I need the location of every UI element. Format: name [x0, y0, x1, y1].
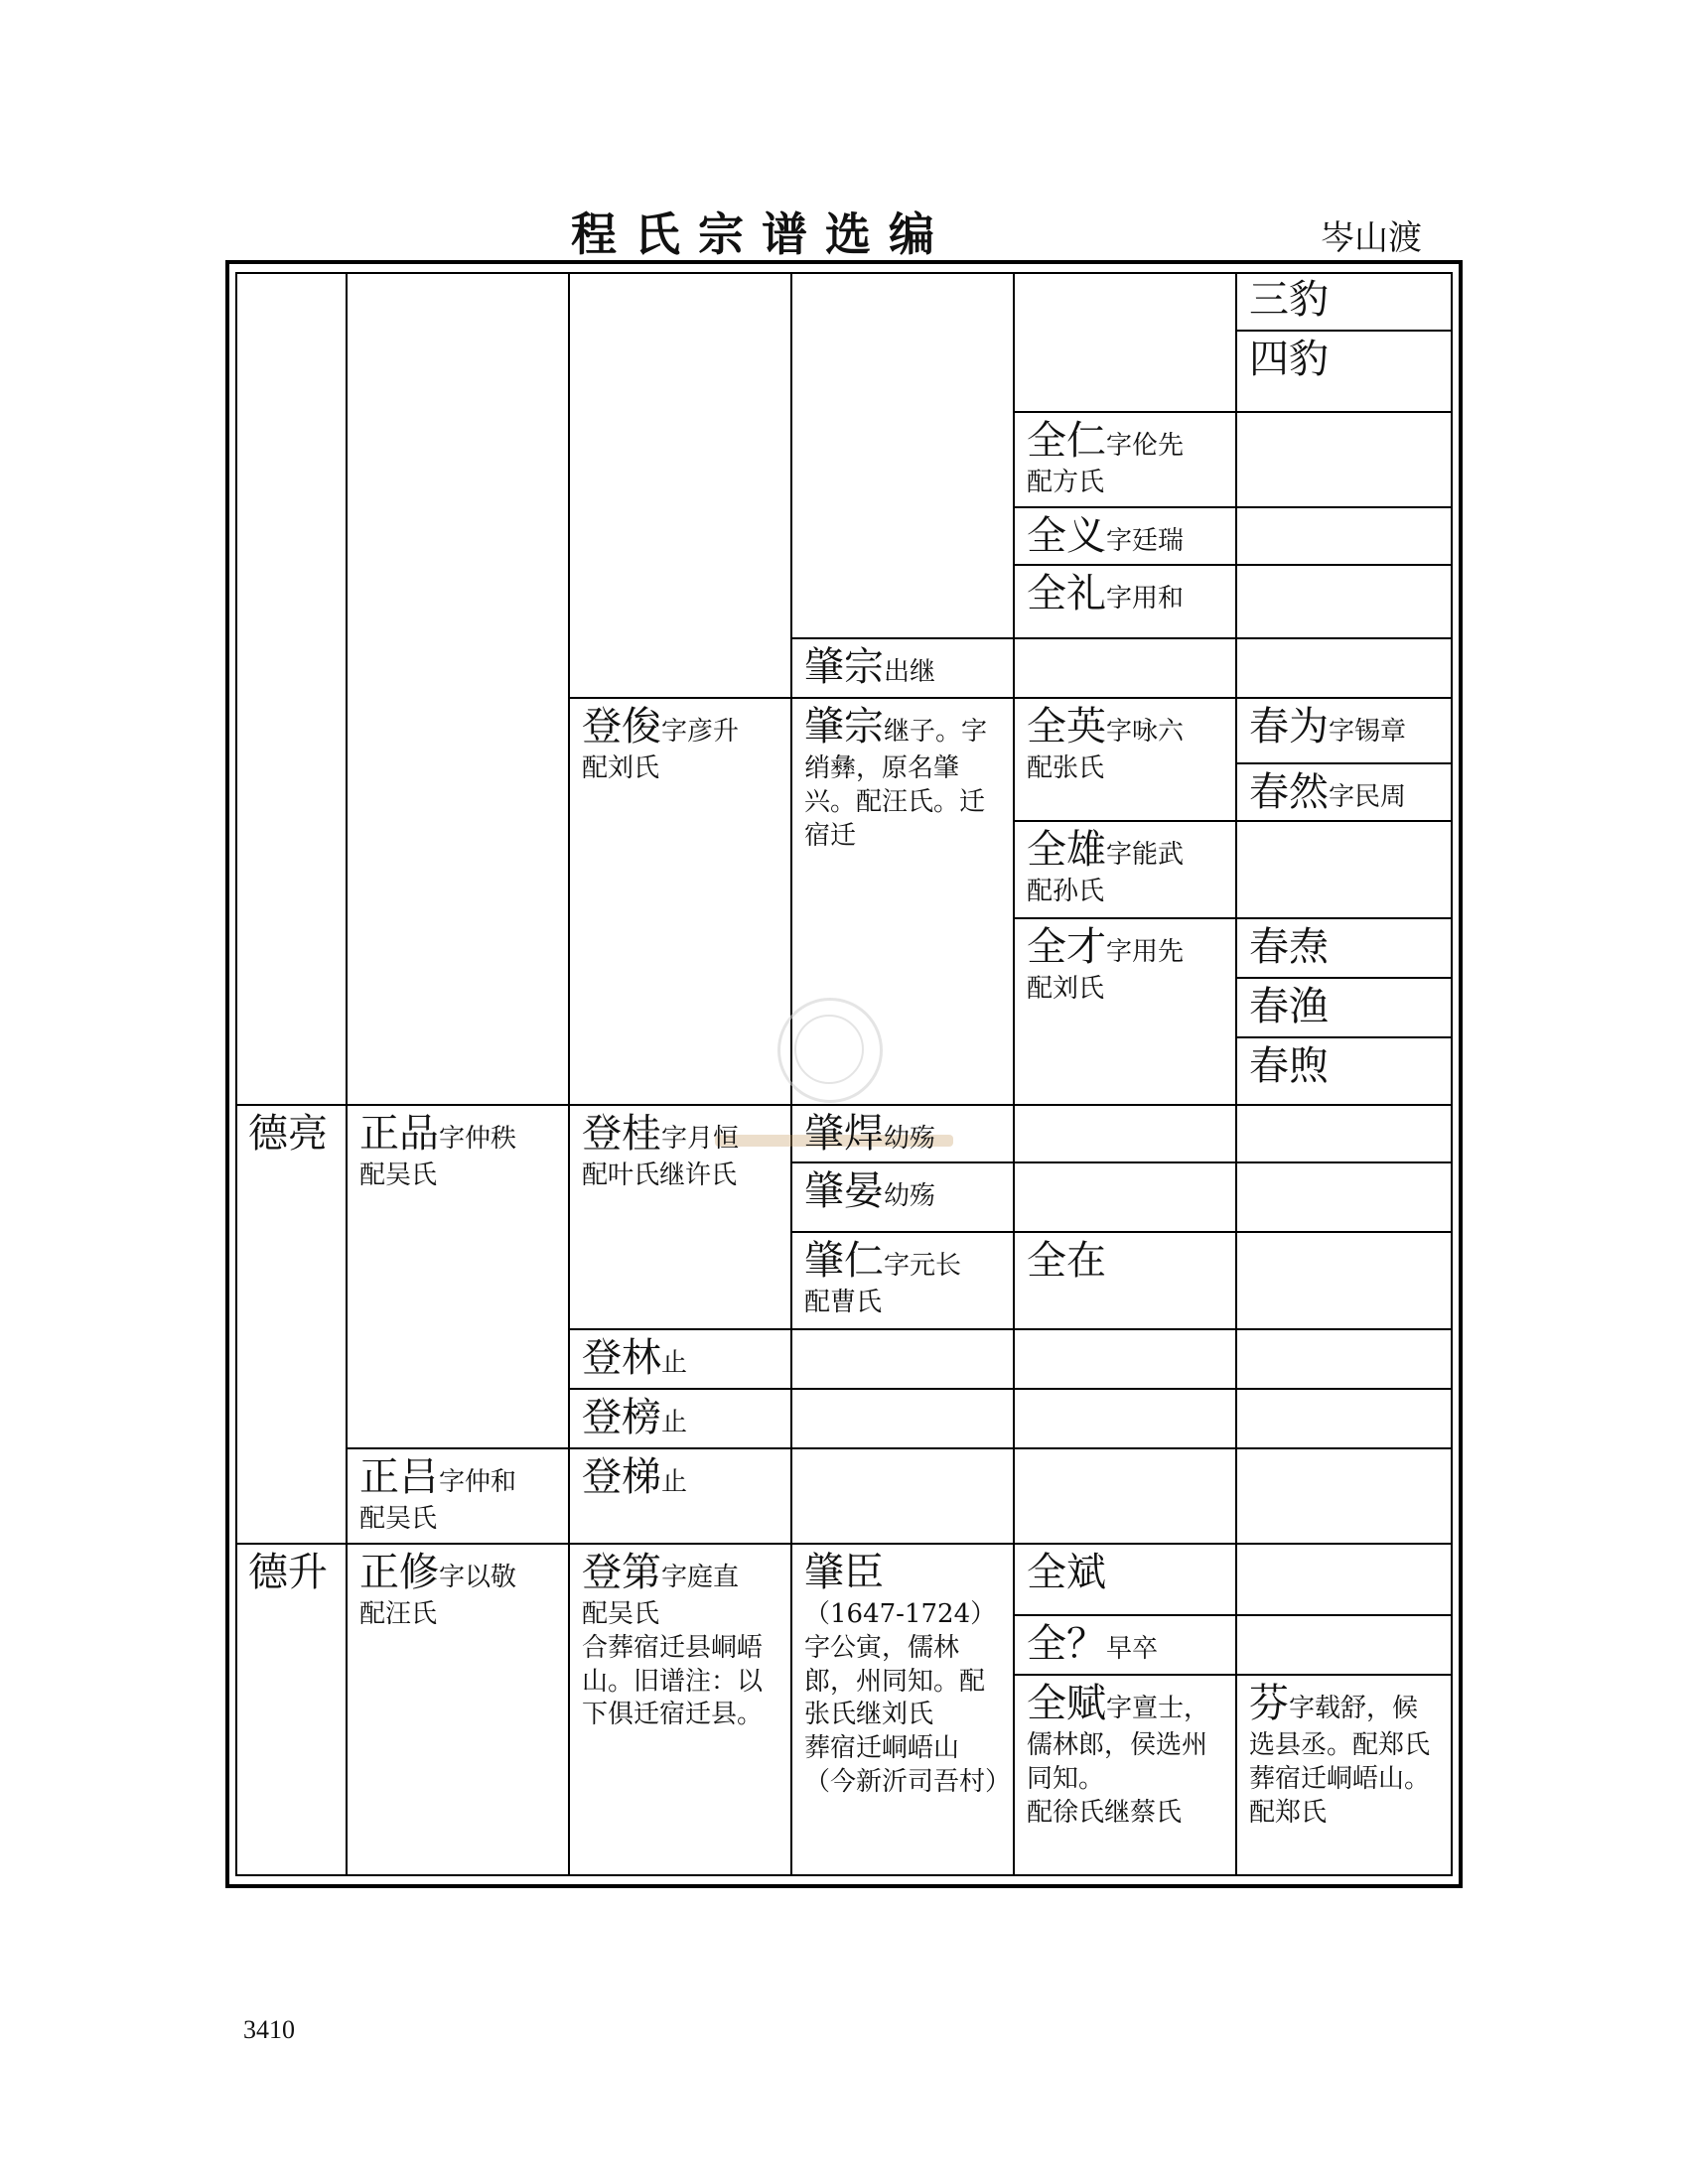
- person-zhengpin: [359, 1108, 516, 1193]
- person-name: 登梯: [582, 1454, 661, 1500]
- person-name: 全在: [1027, 1238, 1106, 1284]
- person-spouse: 配吴氏: [359, 1160, 438, 1190]
- row-line: [568, 1447, 790, 1449]
- person-dates: （1647-1724）: [804, 1599, 997, 1629]
- person-name: 肇宗: [804, 704, 884, 750]
- row-line: [1013, 506, 1235, 508]
- person-note: 字民周: [1329, 782, 1407, 812]
- row-line: [1235, 637, 1453, 639]
- person-name: 春焘: [1249, 924, 1329, 970]
- person-quanxiong: [1027, 824, 1184, 909]
- row-line: [1235, 1036, 1453, 1038]
- person-spouse: 配刘氏: [582, 753, 660, 783]
- row-line: [1013, 1328, 1235, 1330]
- person-desheng: [248, 1547, 328, 1598]
- person-quanzai: [1027, 1235, 1106, 1287]
- person-denglin: [582, 1332, 687, 1384]
- seal-stamp-icon: [777, 998, 883, 1103]
- person-name: 正吕: [359, 1454, 439, 1500]
- person-name: 全才: [1027, 924, 1106, 970]
- person-spouse: 配张氏: [1027, 753, 1105, 783]
- person-detail: 儒林郎，侯选州同知。: [1027, 1730, 1208, 1794]
- person-detail: 合葬宿迁县峒峿山。旧谱注：以下俱迁宿迁县。: [582, 1632, 764, 1730]
- row-line: [568, 1104, 790, 1106]
- row-line: [1235, 1104, 1453, 1106]
- row-line: [1235, 1328, 1453, 1330]
- person-quanyi: [1027, 510, 1184, 562]
- person-fen: [1249, 1678, 1444, 1830]
- row-line: [1235, 1614, 1453, 1616]
- person-note: 出继: [884, 657, 936, 687]
- person-sibao: [1249, 334, 1329, 385]
- person-zhenglv: [359, 1451, 516, 1537]
- person-name: 肇仁: [804, 1238, 884, 1284]
- row-line: [1235, 917, 1453, 919]
- row-line: [1013, 564, 1235, 566]
- row-line: [1013, 1161, 1235, 1163]
- person-detail: 字公寅，儒林郎，州同知。配张氏继刘氏: [804, 1632, 986, 1730]
- row-line: [790, 1388, 1013, 1390]
- row-line: [1013, 917, 1235, 919]
- row-line: [1235, 1447, 1453, 1449]
- person-note: 止: [661, 1467, 688, 1497]
- person-name: 全义: [1027, 513, 1106, 559]
- row-line: [790, 637, 1013, 639]
- person-note: 继子。字: [884, 717, 988, 747]
- person-zhengxiu: [359, 1547, 516, 1632]
- person-note: 字伦先: [1106, 431, 1185, 461]
- person-note: 字仲秩: [439, 1124, 517, 1154]
- row-line: [1235, 1231, 1453, 1233]
- person-name: 登林: [582, 1335, 661, 1381]
- person-name: 全？: [1027, 1621, 1106, 1667]
- row-line: [790, 697, 1013, 699]
- row-line: [1235, 1543, 1453, 1545]
- row-line: [346, 1104, 568, 1106]
- row-line: [568, 1543, 790, 1545]
- person-chunran: [1249, 766, 1406, 818]
- person-note: 字元长: [884, 1251, 962, 1281]
- row-line: [1013, 637, 1235, 639]
- row-line: [1013, 1447, 1235, 1449]
- person-note: 字以敬: [439, 1563, 517, 1592]
- person-quanying: [1027, 701, 1184, 786]
- person-quanren: [1027, 415, 1184, 500]
- person-name: 德亮: [248, 1111, 328, 1157]
- person-name: 全斌: [1027, 1550, 1106, 1595]
- person-spouse: 配方氏: [1027, 468, 1105, 497]
- person-chunxu: [1249, 1040, 1329, 1092]
- person-dengti: [582, 1451, 687, 1503]
- row-line: [1013, 411, 1235, 413]
- person-name: 四豹: [1249, 337, 1329, 382]
- person-quanbin: [1027, 1547, 1106, 1598]
- row-line: [1235, 330, 1453, 332]
- person-name: 肇宗: [804, 644, 884, 690]
- row-line: [1235, 1388, 1453, 1390]
- row-line: [1235, 1161, 1453, 1163]
- row-line: [790, 1447, 1013, 1449]
- col-line: [346, 272, 348, 1876]
- person-denggui: [582, 1108, 739, 1193]
- person-note: 止: [661, 1408, 688, 1437]
- person-name: 登桂: [582, 1111, 661, 1157]
- person-note: 字仲和: [439, 1467, 517, 1497]
- row-line: [790, 1231, 1013, 1233]
- person-name: 登俊: [582, 704, 661, 750]
- person-name: 春渔: [1249, 984, 1329, 1029]
- person-note: 字用和: [1106, 584, 1185, 614]
- person-quan-unknown: [1027, 1618, 1158, 1670]
- person-name: 登榜: [582, 1395, 661, 1440]
- person-dengdi: [582, 1547, 776, 1732]
- row-line: [1235, 820, 1453, 822]
- person-zhaoren: [804, 1235, 961, 1320]
- person-detail: 绡彝，原名肇兴。配汪氏。迁宿迁: [804, 753, 986, 851]
- person-name: 全雄: [1027, 827, 1106, 873]
- person-note: 字能武: [1106, 840, 1185, 870]
- col-line: [1235, 272, 1237, 1876]
- person-chunwei: [1249, 701, 1406, 752]
- row-line: [1235, 506, 1453, 508]
- row-line: [1013, 1388, 1235, 1390]
- person-note: 字亶士，: [1106, 1694, 1210, 1723]
- person-note: 字彦升: [661, 717, 740, 747]
- person-note: 字廷瑞: [1106, 526, 1185, 556]
- person-chunyu: [1249, 981, 1329, 1032]
- person-spouse: 配徐氏继蔡氏: [1027, 1797, 1183, 1828]
- row-line: [1013, 697, 1235, 699]
- person-dengjun: [582, 701, 771, 786]
- person-spouse: 配曹氏: [804, 1288, 883, 1317]
- row-line: [1235, 411, 1453, 413]
- person-spouse: 配刘氏: [1027, 974, 1105, 1004]
- person-note: 早卒: [1106, 1634, 1159, 1664]
- person-spouse: 配吴氏: [582, 1599, 660, 1629]
- row-line: [1013, 1674, 1235, 1676]
- person-spouse: 配吴氏: [359, 1504, 438, 1534]
- row-line: [1013, 1543, 1235, 1545]
- row-line: [790, 1543, 1013, 1545]
- person-name: 登第: [582, 1550, 661, 1595]
- row-line: [790, 1328, 1013, 1330]
- person-name: 三豹: [1249, 277, 1329, 323]
- person-zhaozong-1: [804, 641, 935, 693]
- person-deliang: [248, 1108, 328, 1160]
- person-spouse: 配汪氏: [359, 1599, 438, 1629]
- row-line: [346, 1447, 568, 1449]
- person-note: 止: [661, 1348, 688, 1378]
- row-line: [235, 1543, 346, 1545]
- person-note: 字庭直: [661, 1563, 740, 1592]
- row-line: [1235, 1674, 1453, 1676]
- row-line: [235, 1104, 346, 1106]
- person-note: 字咏六: [1106, 717, 1185, 747]
- person-zhaochen: [804, 1547, 1012, 1800]
- person-note: 字载舒，候: [1289, 1694, 1419, 1723]
- col-line: [1013, 272, 1015, 1876]
- person-sanbao: [1249, 274, 1329, 326]
- person-name: 正品: [359, 1111, 439, 1157]
- page-number: 3410: [243, 2015, 295, 2044]
- person-note: 幼殇: [884, 1124, 936, 1154]
- page-title: 程氏宗谱选编: [571, 207, 952, 261]
- person-note: 字锡章: [1329, 717, 1407, 747]
- person-spouse: 配叶氏继许氏: [582, 1160, 738, 1190]
- person-name: 肇晏: [804, 1168, 884, 1214]
- row-line: [1013, 1231, 1235, 1233]
- place-name: 岑山渡: [1321, 218, 1422, 258]
- row-line: [1235, 762, 1453, 764]
- row-line: [568, 697, 790, 699]
- person-spouse: 配孙氏: [1027, 877, 1105, 906]
- row-line: [790, 1104, 1013, 1106]
- person-dengbang: [582, 1392, 687, 1443]
- person-note: 字用先: [1106, 937, 1185, 967]
- person-name: 春煦: [1249, 1043, 1329, 1089]
- person-burial: 葬宿迁峒峿山（今新沂司吾村）: [804, 1733, 1012, 1797]
- person-name: 全仁: [1027, 418, 1106, 464]
- row-line: [1013, 820, 1235, 822]
- row-line: [568, 1328, 790, 1330]
- person-note: 字月恒: [661, 1124, 740, 1154]
- person-name: 芬: [1249, 1681, 1289, 1726]
- row-line: [1235, 697, 1453, 699]
- person-detail: 选县丞。配郑氏: [1249, 1730, 1431, 1760]
- person-name: 全英: [1027, 704, 1106, 750]
- row-line: [346, 1543, 568, 1545]
- person-chuntao: [1249, 921, 1329, 973]
- person-name: 肇焊: [804, 1111, 884, 1157]
- person-zhaozong-2: [804, 701, 999, 853]
- person-zhaoyan: [804, 1165, 935, 1217]
- row-line: [1013, 1614, 1235, 1616]
- person-name: 春然: [1249, 769, 1329, 815]
- person-name: 全赋: [1027, 1681, 1106, 1726]
- person-name: 正修: [359, 1550, 439, 1595]
- person-quanfu: [1027, 1678, 1225, 1830]
- row-line: [1235, 564, 1453, 566]
- col-line: [568, 272, 570, 1876]
- row-line: [1235, 977, 1453, 979]
- row-line: [568, 1388, 790, 1390]
- person-note: 幼殇: [884, 1181, 936, 1211]
- row-line: [1013, 1104, 1235, 1106]
- person-burial: 葬宿迁峒峿山。配郑氏: [1249, 1763, 1431, 1828]
- person-name: 全礼: [1027, 571, 1106, 616]
- person-zhaohan: [804, 1108, 935, 1160]
- person-name: 春为: [1249, 704, 1329, 750]
- person-name: 肇臣: [804, 1550, 884, 1595]
- person-quancai: [1027, 921, 1184, 1007]
- person-quanli: [1027, 568, 1184, 619]
- row-line: [790, 1161, 1013, 1163]
- person-name: 德升: [248, 1550, 328, 1595]
